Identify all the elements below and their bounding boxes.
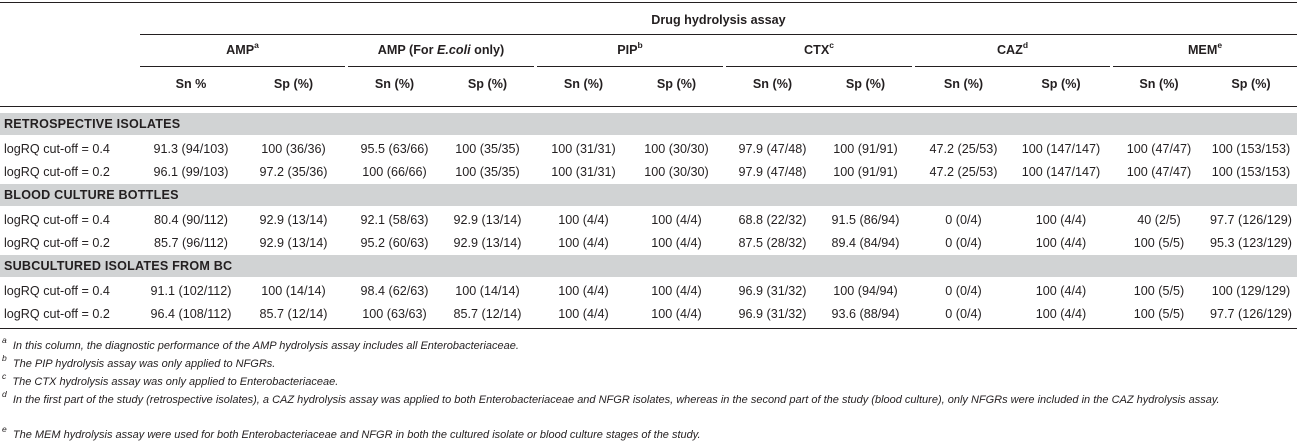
group-rule-pip (537, 66, 723, 67)
table-cell: 100 (63/63) (362, 307, 427, 321)
table-title: Drug hydrolysis assay (651, 13, 786, 27)
table-cell: 96.9 (31/32) (738, 307, 807, 321)
table-cell: 47.2 (25/53) (929, 142, 998, 156)
table-cell: 100 (5/5) (1133, 307, 1185, 321)
table-cell: 100 (4/4) (651, 284, 702, 298)
table-cell: 100 (66/66) (362, 165, 427, 179)
table-cell: 100 (147/147) (1021, 165, 1101, 179)
table-cell: 100 (4/4) (651, 236, 702, 250)
table-cell: 100 (31/31) (551, 142, 616, 156)
table-cell: 100 (4/4) (1035, 307, 1087, 321)
group-rule-amp (140, 66, 345, 67)
table-cell: 92.9 (13/14) (259, 213, 328, 227)
subheader-cell: Sp (%) (273, 77, 314, 91)
table-cell: 100 (153/153) (1211, 165, 1291, 179)
table-cell: 100 (4/4) (1035, 284, 1087, 298)
group-header-amp: AMP$^a$ (226, 39, 259, 57)
group-rule-ctx (726, 66, 912, 67)
section-header-blood-culture (0, 184, 1297, 206)
table-row (0, 137, 1297, 161)
group-header-pip: PIP$^b$ (617, 39, 643, 57)
footnote-e: $^e$ The MEM hydrolysis assay were used for both Enterobacteriaceae and NFGR in both the cultured isolate or blood culture stages of the study. (2, 424, 701, 441)
table-cell: 97.9 (47/48) (738, 165, 807, 179)
table-cell: 100 (4/4) (558, 236, 609, 250)
table-cell: 96.4 (108/112) (150, 307, 232, 321)
subheader-cell: Sp (%) (1231, 77, 1271, 91)
table-cell: 100 (35/35) (455, 142, 520, 156)
table-cell: 47.2 (25/53) (929, 165, 998, 179)
table-row (0, 160, 1297, 184)
table-cell: 100 (14/14) (455, 284, 520, 298)
group-rule-amp-ecoli (348, 66, 534, 67)
table-cell: 68.8 (22/32) (738, 213, 807, 227)
top-rule (0, 2, 1297, 3)
section-title: SUBCULTURED ISOLATES FROM BC (4, 259, 233, 273)
table-cell: 85.7 (12/14) (453, 307, 522, 321)
table-cell: 100 (4/4) (1035, 236, 1087, 250)
table-row (0, 302, 1297, 326)
table-cell: 80.4 (90/112) (154, 213, 228, 227)
table-cell: 92.9 (13/14) (453, 213, 522, 227)
table-cell: 100 (153/153) (1211, 142, 1291, 156)
table-cell: 91.3 (94/103) (153, 142, 229, 156)
table-cell: 92.9 (13/14) (259, 236, 328, 250)
bottom-rule (0, 328, 1297, 329)
table-cell: 100 (36/36) (261, 142, 326, 156)
subheader-cell: Sp (%) (1041, 77, 1081, 91)
table-cell: 97.7 (126/129) (1210, 307, 1292, 321)
table-cell: 100 (47/47) (1126, 165, 1192, 179)
subheader-cell: Sn % (175, 77, 207, 91)
table-cell: 87.5 (28/32) (738, 236, 807, 250)
table-cell: 91.1 (102/112) (150, 284, 232, 298)
table-cell: 97.7 (126/129) (1210, 213, 1292, 227)
table-cell: 85.7 (96/112) (154, 236, 228, 250)
table-cell: 92.1 (58/63) (360, 213, 429, 227)
subheader-cell: Sn (%) (943, 77, 984, 91)
row-label: logRQ cut-off = 0.4 (4, 213, 110, 227)
group-header-caz: CAZ$^d$ (996, 39, 1029, 57)
group-header-mem: MEM$^e$ (1187, 39, 1223, 57)
table-cell: 40 (2/5) (1137, 213, 1181, 227)
row-label: logRQ cut-off = 0.4 (4, 284, 110, 298)
table-cell: 100 (30/30) (644, 165, 709, 179)
table-row (0, 231, 1297, 255)
table-cell: 95.3 (123/129) (1210, 236, 1292, 250)
row-label: logRQ cut-off = 0.2 (4, 165, 110, 179)
table-cell: 0 (0/4) (945, 213, 982, 227)
section-header-retrospective (0, 113, 1297, 135)
table-cell: 92.9 (13/14) (453, 236, 522, 250)
header-title-row (0, 8, 1297, 32)
table-cell: 95.2 (60/63) (360, 236, 429, 250)
table-cell: 100 (5/5) (1133, 284, 1185, 298)
table-cell: 100 (4/4) (558, 307, 609, 321)
table-cell: 100 (30/30) (644, 142, 709, 156)
group-rule-caz (915, 66, 1110, 67)
table-cell: 97.2 (35/36) (259, 165, 328, 179)
group-header-amp-ecoli: AMP (For E.coli only) (377, 43, 505, 57)
row-label: logRQ cut-off = 0.2 (4, 236, 110, 250)
table-cell: 100 (4/4) (558, 284, 609, 298)
footnote-b: $^b$ The PIP hydrolysis assay was only applied to NFGRs. (2, 353, 276, 370)
table-cell: 85.7 (12/14) (259, 307, 328, 321)
table-cell: 96.9 (31/32) (738, 284, 807, 298)
table-cell: 100 (47/47) (1126, 142, 1192, 156)
subheader-cell: Sp (%) (656, 77, 697, 91)
footnote-c: $^c$ The CTX hydrolysis assay was only applied to Enterobacteriaceae. (2, 371, 339, 388)
group-header-ctx: CTX$^c$ (804, 39, 834, 57)
subheader-cell: Sn (%) (563, 77, 604, 91)
table-row (0, 208, 1297, 232)
title-underline (140, 34, 1297, 35)
subheader-cell: Sn (%) (1139, 77, 1179, 91)
table-cell: 100 (4/4) (1035, 213, 1087, 227)
table-cell: 93.6 (88/94) (831, 307, 900, 321)
table-cell: 0 (0/4) (945, 307, 982, 321)
table-cell: 100 (94/94) (833, 284, 898, 298)
table-cell: 100 (4/4) (558, 213, 609, 227)
table-cell: 91.5 (86/94) (831, 213, 900, 227)
subheader-cell: Sn (%) (752, 77, 793, 91)
footnote-d: $^d$ In the first part of the study (retrospective isolates), a CAZ hydrolysis assay was applied to both Enterobacteriaceae and NFGR isolates, whereas in the second part of the study (blood culture), only NFGRs were included in the CAZ hydrolysis assay. (2, 389, 1220, 406)
table-cell: 95.5 (63/66) (360, 142, 429, 156)
section-title: RETROSPECTIVE ISOLATES (4, 117, 181, 131)
table-cell: 100 (4/4) (651, 307, 702, 321)
footnote-a: $^a$ In this column, the diagnostic performance of the AMP hydrolysis assay includes all Enterobacteriaceae. (2, 335, 519, 352)
table-cell: 100 (31/31) (551, 165, 616, 179)
subheader-cell: Sp (%) (467, 77, 508, 91)
subheader-row (0, 72, 1297, 96)
table-row (0, 279, 1297, 303)
subheader-cell: Sn (%) (374, 77, 415, 91)
group-rule-mem (1113, 66, 1297, 67)
table-cell: 0 (0/4) (945, 236, 982, 250)
section-title: BLOOD CULTURE BOTTLES (4, 188, 179, 202)
table-cell: 96.1 (99/103) (153, 165, 229, 179)
table-cell: 100 (147/147) (1021, 142, 1101, 156)
row-label: logRQ cut-off = 0.2 (4, 307, 110, 321)
table-cell: 100 (35/35) (455, 165, 520, 179)
table-cell: 100 (91/91) (833, 165, 898, 179)
table-cell: 100 (4/4) (651, 213, 702, 227)
table-cell: 97.9 (47/48) (738, 142, 807, 156)
group-header-row (0, 38, 1297, 62)
table-cell: 100 (91/91) (833, 142, 898, 156)
row-label: logRQ cut-off = 0.4 (4, 142, 110, 156)
section-header-subcultured (0, 255, 1297, 277)
header-bottom-rule (0, 106, 1297, 107)
table-cell: 100 (129/129) (1211, 284, 1291, 298)
subheader-cell: Sp (%) (845, 77, 886, 91)
table-cell: 0 (0/4) (945, 284, 982, 298)
table-cell: 100 (5/5) (1133, 236, 1185, 250)
table-cell: 98.4 (62/63) (360, 284, 429, 298)
table-cell: 89.4 (84/94) (831, 236, 900, 250)
table-cell: 100 (14/14) (261, 284, 326, 298)
